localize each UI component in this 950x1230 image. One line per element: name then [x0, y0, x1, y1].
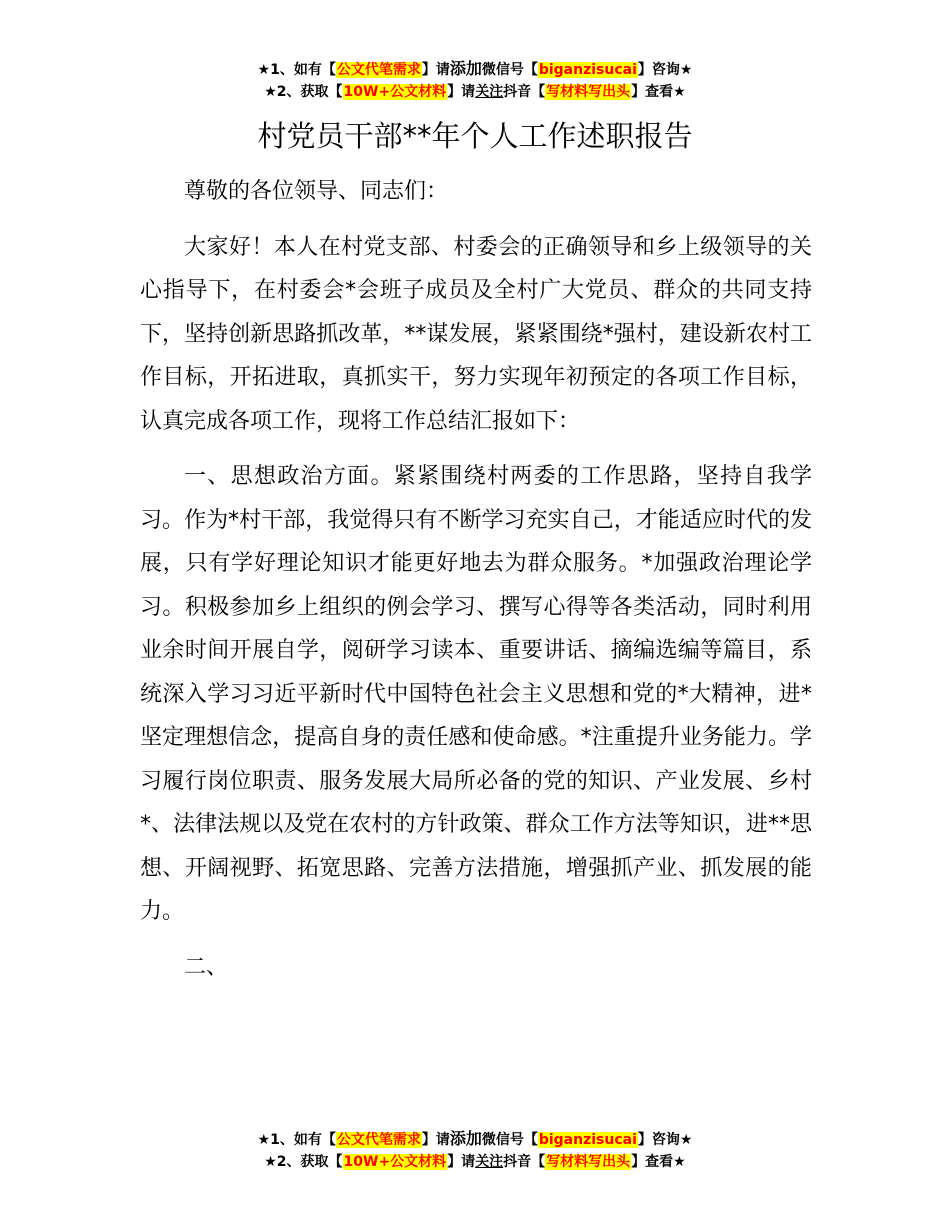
promo-text: ★2、获取【 — [264, 1154, 343, 1170]
promo-line-1 — [0, 58, 950, 81]
paragraph-intro: 大家好！本人在村党支部、村委会的正确领导和乡上级领导的关心指导下，在村委会*会班子成员及全村广大党员、群众的共同支持下，坚持创新思路抓改革，**谋发展，紧紧围绕*强村，建设新农村工作目标，开拓进取，真抓实干，努力实现年初预定的各项工作目标，认真完成各项工作，现将工作总结汇报如下： — [140, 234, 812, 434]
promo-highlight-service: 公文代笔需求 — [336, 62, 421, 78]
promo-line-2 — [0, 81, 950, 103]
promo-highlight-wechat: biganzisucai — [538, 62, 637, 78]
promo-emphasis: 关注 — [475, 84, 504, 100]
promo-text: 抖音【 — [503, 84, 546, 100]
promo-highlight-service: 公文代笔需求 — [336, 1132, 421, 1148]
paragraph-section-1: 一、思想政治方面。紧紧围绕村两委的工作思路，坚持自我学习。作为*村干部，我觉得只有不断学习充实自己，才能适应时代的发展，只有学好理论知识才能更好地去为群众服务。*加强政治理论学习。积极参加乡上组织的例会学习、撰写心得等各类活动，同时利用业余时间开展自学，阅研学习读本、重要讲话、摘编选编等篇目，系统深入学习习近平新时代中国特色社会主义思想和党的*大精神，进*坚定理想信念，提高自身的责任感和使命感。*注重提升业务能力。学习履行岗位职责、服务发展大局所必备的党的知识、产业发展、乡村*、法律法规以及党在农村的方针政策、群众工作方法等知识，进**思想、开阔视野、拓宽思路、完善方法措施，增强抓产业、抓发展的能力。 — [140, 464, 812, 924]
promo-text: 】请 — [421, 62, 450, 78]
promo-text: ★1、如有【 — [257, 1132, 336, 1148]
promo-text: 抖音【 — [503, 1154, 546, 1170]
promo-text: ★1、如有【 — [257, 62, 336, 78]
promo-text: 】查看★ — [631, 84, 686, 100]
promo-text: 微信号【 — [481, 62, 538, 78]
promo-highlight-materials: 10W+公文材料 — [343, 1154, 447, 1170]
salutation: 尊敬的各位领导、同志们： — [184, 179, 449, 204]
promo-emphasis: 添加 — [449, 1129, 482, 1148]
promo-line-1 — [0, 1128, 950, 1151]
promo-text: 微信号【 — [481, 1132, 538, 1148]
promo-footer — [0, 1128, 950, 1173]
promo-line-2 — [0, 1151, 950, 1173]
promo-text: 】请 — [447, 1154, 476, 1170]
promo-text: 】咨询★ — [637, 62, 693, 78]
document-body — [140, 170, 812, 1001]
promo-highlight-materials: 10W+公文材料 — [343, 84, 447, 100]
promo-emphasis: 添加 — [449, 59, 482, 78]
promo-text: 】请 — [421, 1132, 450, 1148]
paragraph-section-2: 二、 — [184, 954, 229, 980]
promo-text: 】请 — [447, 84, 476, 100]
promo-emphasis: 关注 — [475, 1154, 504, 1170]
promo-text: 】咨询★ — [637, 1132, 693, 1148]
promo-header — [0, 58, 950, 103]
promo-text: 】查看★ — [631, 1154, 686, 1170]
document-title: 村党员干部**年个人工作述职报告 — [257, 119, 693, 153]
promo-highlight-douyin: 写材料写出头 — [546, 1154, 631, 1170]
promo-highlight-douyin: 写材料写出头 — [546, 84, 631, 100]
promo-highlight-wechat: biganzisucai — [538, 1132, 637, 1148]
promo-text: ★2、获取【 — [264, 84, 343, 100]
